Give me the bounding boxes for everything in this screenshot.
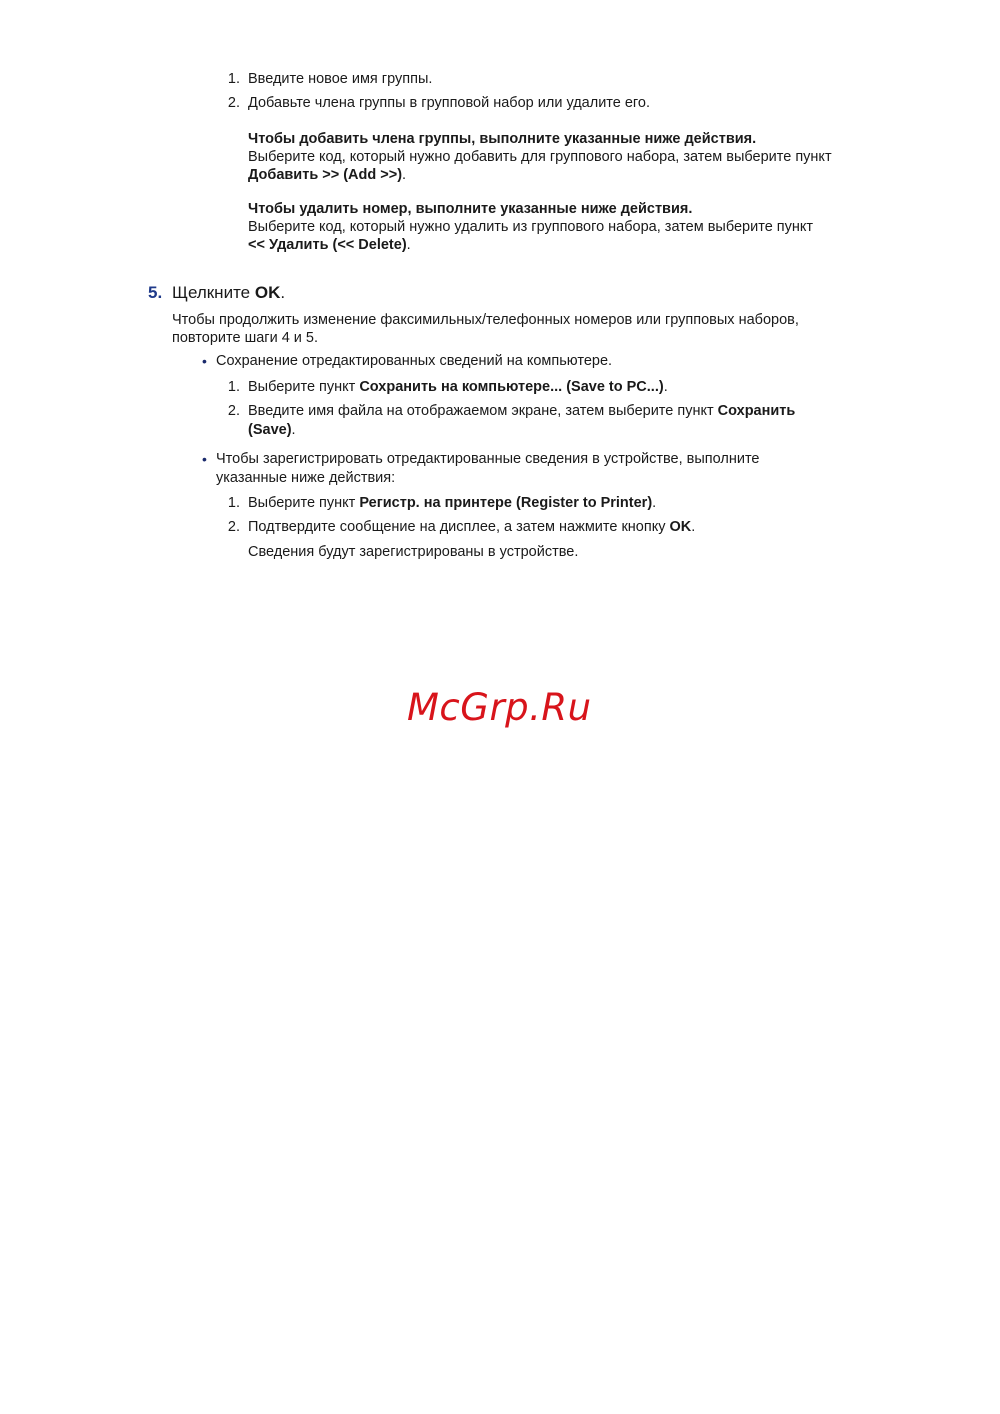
add-block-line2: Добавить >> (Add >>). (248, 167, 407, 183)
bullet-2-line1: Чтобы зарегистрировать отредактированные сведения в устройстве, выполните (216, 451, 760, 467)
bullet-1-item-1: Выберите пункт Сохранить на компьютере... (Save to PC...). (248, 379, 668, 395)
watermark-logo: McGrp.Ru (407, 686, 592, 729)
bullet-2-item-2-number: 2. (227, 519, 240, 535)
list-number-1: 1. (227, 71, 240, 87)
ok-button-ref: OK (669, 519, 692, 535)
delete-block-line1: Выберите код, который нужно удалить из группового набора, затем выберите пункт (248, 219, 814, 235)
bullet-2-item-1: Выберите пункт Регистр. на принтере (Register to Printer). (248, 495, 657, 511)
save-ref: Сохранить (717, 403, 796, 419)
bullet-2-item-1-number: 1. (227, 495, 240, 511)
step-5-paragraph-line1: Чтобы продолжить изменение факсимильных/телефонных номеров или групповых наборов, (172, 312, 799, 328)
bullet-2-line2: указанные ниже действия: (216, 470, 396, 486)
step-5-number: 5. (148, 283, 163, 302)
add-block-line1: Выберите код, который нужно добавить для группового набора, затем выберите пункт (248, 149, 832, 165)
save-to-pc-ref: Сохранить на компьютере... (Save to PC...) (359, 379, 664, 395)
bullet-2-icon: • (202, 451, 207, 467)
ok-ref: OK (254, 283, 281, 302)
bullet-2-result: Сведения будут зарегистрированы в устройстве. (248, 544, 579, 560)
add-block-heading: Чтобы добавить члена группы, выполните указанные ниже действия. (248, 131, 757, 147)
delete-block-heading: Чтобы удалить номер, выполните указанные ниже действия. (248, 201, 693, 217)
bullet-1-item-2-line1: Введите имя файла на отображаемом экране, затем выберите пункт Сохранить (248, 403, 796, 419)
bullet-1-icon: • (202, 353, 207, 369)
bullet-1-item-1-number: 1. (227, 379, 240, 395)
list-item-add-remove-member: Добавьте члена группы в групповой набор или удалите его. (248, 95, 650, 111)
add-button-ref: Добавить >> (Add >>) (248, 167, 403, 183)
bullet-1-item-2-number: 2. (227, 403, 240, 419)
list-item-enter-group-name: Введите новое имя группы. (248, 71, 433, 87)
bullet-1-item-2-line2: (Save). (248, 422, 296, 438)
register-to-printer-ref: Регистр. на принтере (Register to Printer) (359, 495, 653, 511)
step-5-title: Щелкните OK. (172, 283, 286, 302)
delete-button-ref: << Удалить (<< Delete) (248, 237, 407, 253)
bullet-1-text: Сохранение отредактированных сведений на компьютере. (216, 353, 613, 369)
list-number-2: 2. (227, 95, 240, 111)
delete-block-line2: << Удалить (<< Delete). (248, 237, 411, 253)
step-5-paragraph-line2: повторите шаги 4 и 5. (172, 330, 319, 346)
bullet-2-item-2: Подтвердите сообщение на дисплее, а затем нажмите кнопку OK. (248, 519, 696, 535)
